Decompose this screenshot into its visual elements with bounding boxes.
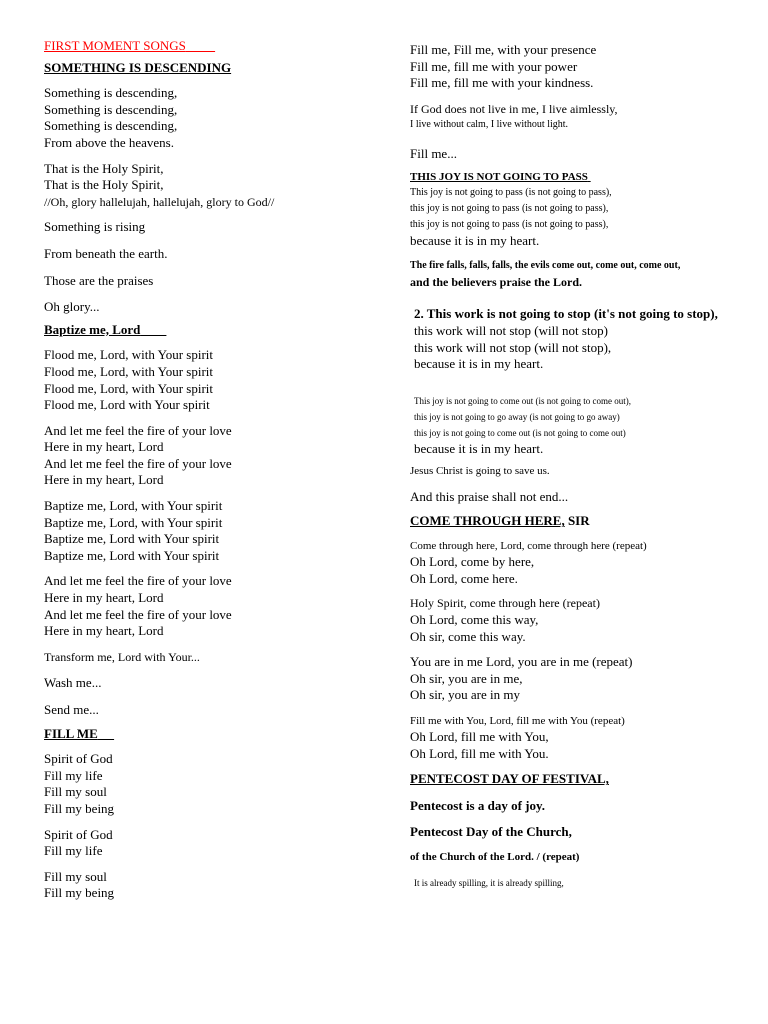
fill-me-cont-verse: Fill me, Fill me, with your presence Fill me, fill me with your power Fill me, fill me with your kindness. xyxy=(410,42,597,91)
pentecost-lord: of the Church of the Lord. / (repeat) xyxy=(410,851,580,864)
song-title-something-is-descending: SOMETHING IS DESCENDING xyxy=(44,59,232,75)
joy-jesus-line: Jesus Christ is going to save us. xyxy=(410,465,550,478)
descending-verse-1: Something is descending, Something is descending, Something is descending, From above the heavens. xyxy=(44,85,178,150)
song-title-come-through: COME THROUGH HERE, SIR xyxy=(410,513,590,529)
baptize-verse-2: And let me feel the fire of your love Here in my heart, Lord And let me feel the fire of your love Here in my heart, Lord xyxy=(44,422,232,488)
baptize-verse-1: Flood me, Lord, with Your spirit Flood me, Lord, with Your spirit Flood me, Lord, with Your spirit Flood me, Lord with Your spirit xyxy=(44,347,214,413)
baptize-line-wash: Wash me... xyxy=(44,675,102,691)
first-moment-heading: FIRST MOMENT SONGS xyxy=(44,38,186,53)
baptize-verse-4: And let me feel the fire of your love Here in my heart, Lord And let me feel the fire of your love Here in my heart, Lord xyxy=(44,573,232,639)
right-column xyxy=(410,42,750,891)
joy-verse-3: This joy is not going to come out (is not going to come out), this joy is not going to go away (is not going to go away) this joy is not going to come out (is not going to come out) because it is in my heart. xyxy=(414,395,631,456)
fill-me-aimless-verse: If God does not live in me, I live aimlessly, I live without calm, I live without light. xyxy=(410,101,618,131)
come-through-verse-4: Fill me with You, Lord, fill me with You (repeat) Oh Lord, fill me with You, Oh Lord, fill me with You. xyxy=(410,714,625,761)
left-column xyxy=(44,38,384,902)
fill-me-verse-2: Spirit of God Fill my life xyxy=(44,826,113,859)
joy-work-verse: 2. This work is not going to stop (it's not going to stop), this work will not stop (will not stop) this work will not stop (will not stop), because it is in my heart. xyxy=(414,306,718,372)
joy-praise-end: And this praise shall not end... xyxy=(410,488,569,504)
baptize-line-transform: Transform me, Lord with Your... xyxy=(44,649,200,664)
pentecost-spilling: It is already spilling, it is already spilling, xyxy=(414,877,564,888)
baptize-verse-3: Baptize me, Lord, with Your spirit Baptize me, Lord, with Your spirit Baptize me, Lord with Your spirit Baptize me, Lord with Your spirit xyxy=(44,498,223,563)
fill-me-line-fill: Fill me... xyxy=(410,146,457,162)
song-title-baptize-me: Baptize me, Lord xyxy=(44,321,141,337)
descending-line-glory: Oh glory... xyxy=(44,299,100,315)
descending-verse-2: That is the Holy Spirit, That is the Holy Spirit, //Oh, glory hallelujah, hallelujah, glory to God// xyxy=(44,160,275,209)
joy-fire-falls: The fire falls, falls, falls, the evils come out, come out, come out, and the believers praise the Lord. xyxy=(410,259,681,289)
come-through-verse-3: You are in me Lord, you are in me (repeat) Oh sir, you are in me, Oh sir, you are in my xyxy=(410,654,633,703)
come-through-verse-1: Come through here, Lord, come through here (repeat) Oh Lord, come by here, Oh Lord, come here. xyxy=(410,539,647,586)
descending-line-praises: Those are the praises xyxy=(44,272,154,288)
fill-me-verse-1: Spirit of God Fill my life Fill my soul Fill my being xyxy=(44,751,115,816)
baptize-line-send: Send me... xyxy=(44,702,99,717)
descending-line-rising: Something is rising xyxy=(44,219,146,235)
song-title-joy-not-pass: THIS JOY IS NOT GOING TO PASS xyxy=(410,170,588,183)
descending-line-beneath: From beneath the earth. xyxy=(44,245,168,261)
pentecost-joy: Pentecost is a day of joy. xyxy=(410,798,546,814)
song-title-pentecost: PENTECOST DAY OF FESTIVAL, xyxy=(410,771,609,787)
joy-verse-1: This joy is not going to pass (is not going to pass), this joy is not going to pass (is not going to pass), this joy is not going to pass (is not going to pass), because it is in my heart. xyxy=(410,187,612,249)
come-through-verse-2: Holy Spirit, come through here (repeat) Oh Lord, come this way, Oh sir, come this way. xyxy=(410,596,600,644)
pentecost-church: Pentecost Day of the Church, xyxy=(410,823,572,839)
song-title-fill-me: FILL ME xyxy=(44,725,98,741)
fill-me-verse-3: Fill my soul Fill my being xyxy=(44,868,115,901)
